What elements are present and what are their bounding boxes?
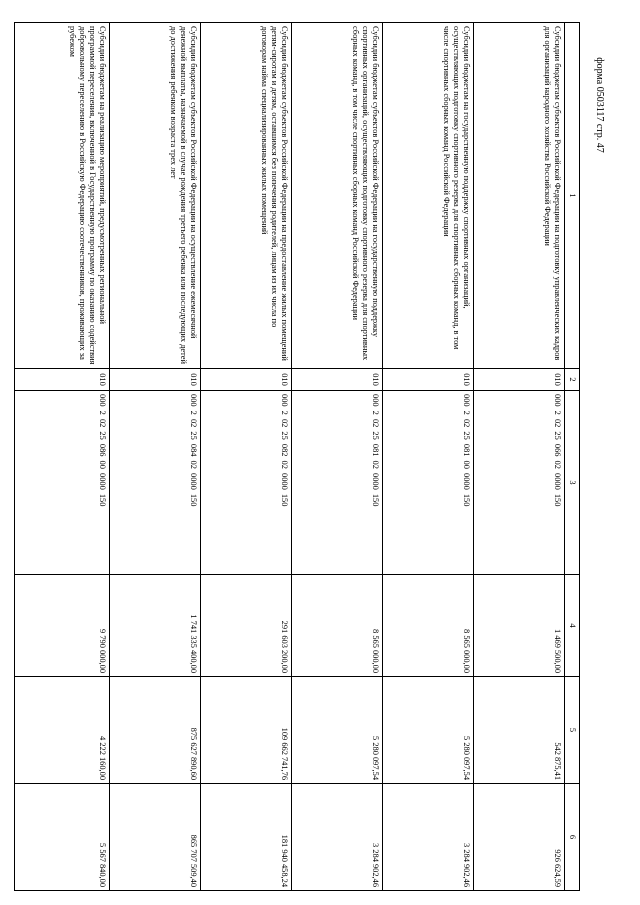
executed-amount: 5 280 097,54 <box>291 677 382 784</box>
unexecuted-amount: 5 567 840,00 <box>14 784 109 891</box>
table-row <box>14 23 109 891</box>
income-code: 000 2 02 25 084 02 0000 150 <box>109 391 200 575</box>
column-number-row <box>564 23 579 891</box>
unexecuted-amount: 926 624,59 <box>473 784 564 891</box>
income-code: 000 2 02 25 081 02 0000 150 <box>291 391 382 575</box>
table-row <box>382 23 473 891</box>
line-code: 010 <box>291 369 382 391</box>
approved-amount: 8 565 000,00 <box>291 575 382 677</box>
unexecuted-amount: 865 707 509,40 <box>109 784 200 891</box>
table-row <box>291 23 382 891</box>
unexecuted-amount: 3 284 902,46 <box>291 784 382 891</box>
executed-amount: 4 222 160,00 <box>14 677 109 784</box>
form-reference: форма 0503117 стр. 47 <box>594 57 605 153</box>
line-code: 010 <box>14 369 109 391</box>
row-name: Субсидии бюджетам субъектов Российской Федерации на подготовку управленческих кадров для организаций народного хозяйства Российской Федерации <box>473 23 564 369</box>
column-header: 1 <box>564 23 579 369</box>
line-code: 010 <box>473 369 564 391</box>
executed-amount: 109 662 741,76 <box>200 677 291 784</box>
column-header: 6 <box>564 784 579 891</box>
row-name: Субсидии бюджетам субъектов Российской Федерации на предоставление жилых помещений детям-сиротам и детям, оставшимся без попечения родителей, лицам из их числа по договорам найма специализированных жилых помещений <box>200 23 291 369</box>
approved-amount: 8 565 000,00 <box>382 575 473 677</box>
column-header: 5 <box>564 677 579 784</box>
unexecuted-amount: 181 940 458,24 <box>200 784 291 891</box>
approved-amount: 291 603 200,00 <box>200 575 291 677</box>
table-row <box>109 23 200 891</box>
column-header: 3 <box>564 391 579 575</box>
row-name: Субсидии бюджетам на реализацию мероприятий, предусмотренных региональной программой переселения, включенной в Государственную программу по оказанию содействия добровольному переселению в Российскую Федерацию соотечественников, проживающих за рубежом <box>14 23 109 369</box>
table-row <box>200 23 291 891</box>
approved-amount: 1 741 335 400,00 <box>109 575 200 677</box>
approved-amount: 9 790 000,00 <box>14 575 109 677</box>
approved-amount: 1 469 500,00 <box>473 575 564 677</box>
line-code: 010 <box>200 369 291 391</box>
income-code: 000 2 02 25 081 00 0000 150 <box>382 391 473 575</box>
report-table <box>14 22 580 891</box>
unexecuted-amount: 3 284 902,46 <box>382 784 473 891</box>
row-name: Субсидии бюджетам субъектов Российской Федерации на осуществление ежемесячной денежной выплаты, назначаемой в случае рождения третьего ребенка или последующих детей до достижения ребенком возраста трех лет <box>109 23 200 369</box>
row-name: Субсидии бюджетам субъектов Российской Федерации на государственную поддержку спортивных организаций, осуществляющих подготовку спортивного резерва для спортивных сборных команд, в том числе спортивных сборных команд Российской Федерации <box>291 23 382 369</box>
row-name: Субсидии бюджетам на государственную поддержку спортивных организаций, осуществляющих подготовку спортивного резерва для спортивных сборных команд, в том числе спортивных сборных команд Российской Федерации <box>382 23 473 369</box>
rotated-page <box>64 22 580 890</box>
executed-amount: 5 280 097,54 <box>382 677 473 784</box>
line-code: 010 <box>109 369 200 391</box>
line-code: 010 <box>382 369 473 391</box>
income-code: 000 2 02 25 086 00 0000 150 <box>14 391 109 575</box>
table-row <box>473 23 564 891</box>
executed-amount: 875 627 890,60 <box>109 677 200 784</box>
column-header: 2 <box>564 369 579 391</box>
column-header: 4 <box>564 575 579 677</box>
income-code: 000 2 02 25 066 02 0000 150 <box>473 391 564 575</box>
income-code: 000 2 02 25 082 02 0000 150 <box>200 391 291 575</box>
executed-amount: 542 875,41 <box>473 677 564 784</box>
